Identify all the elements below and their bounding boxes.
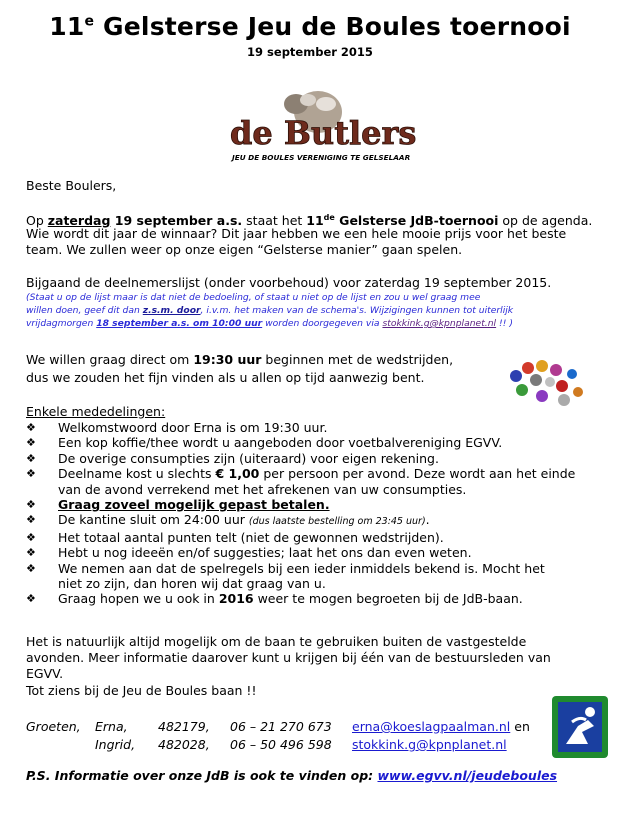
signature-greeting: Groeten,	[26, 719, 81, 734]
closing-line-1: Het is natuurlijk altijd mogelijk om de baan te gebruiken buiten de vastgestelde	[26, 634, 527, 649]
diamond-dots-icon: ❖	[26, 436, 36, 450]
announcements-heading: Enkele mededelingen:	[26, 404, 166, 419]
email-link-ingrid[interactable]: stokkink.g@kpnplanet.nl	[352, 737, 507, 752]
list-item: ❖ De kantine sluit om 24:00 uur (dus laatste bestelling om 23:45 uur).	[26, 512, 575, 529]
egvv-club-logo	[552, 696, 608, 758]
closing-line-4: Tot ziens bij de Jeu de Boules baan !!	[26, 683, 257, 698]
list-item: ❖ Het totaal aantal punten telt (niet de gewonnen wedstrijden).	[26, 529, 444, 545]
signature-phones: 06 – 21 270 673 06 – 50 496 598	[230, 719, 332, 752]
diamond-dots-icon: ❖	[26, 592, 36, 606]
intro-line-3: team. We zullen weer op onze eigen “Gelsterse manier” gaan spelen.	[26, 242, 463, 257]
logo-tagline: JEU DE BOULES VERENIGING TE GELSELAAR	[232, 153, 411, 162]
ps-line: P.S. Informatie over onze JdB is ook te vinden op: www.egvv.nl/jeudeboules	[26, 768, 558, 783]
list-item: ❖ Deelname kost u slechts € 1,00 per persoon per avond. Deze wordt aan het einde van de avond verrekend met het afrekenen van uw consumpties.	[26, 466, 576, 497]
website-link[interactable]: www.egvv.nl/jeudeboules	[377, 768, 558, 783]
greeting: Beste Boulers,	[26, 178, 117, 193]
page-title: 11e Gelsterse Jeu de Boules toernooi	[49, 12, 571, 41]
email-link-erna[interactable]: erna@koeslagpaalman.nl	[352, 719, 511, 734]
diamond-dots-icon: ❖	[26, 467, 36, 481]
intro-line-2: Wie wordt dit jaar de winnaar? Dit jaar hebben we een hele mooie prijs voor het beste	[26, 226, 567, 241]
list-item: ❖ De overige consumpties zijn (uiteraard) voor eigen rekening.	[26, 450, 439, 466]
butlers-logo	[226, 86, 417, 166]
diamond-dots-icon: ❖	[26, 498, 36, 512]
diamond-dots-icon: ❖	[26, 546, 36, 560]
list-note-1: (Staat u op de lijst maar is dat niet de bedoeling, of staat u niet op de lijst en zou u wel graag mee	[26, 292, 481, 303]
email-link-note[interactable]: stokkink.g@kpnplanet.nl	[382, 318, 497, 329]
list-note-2: willen doen, geef dit dan z.s.m. door, i.v.m. het maken van de schema's. Wijzigingen kunnen tot uiterlijk	[26, 305, 514, 316]
diamond-dots-icon: ❖	[26, 421, 36, 434]
signature-names: Erna, Ingrid,	[95, 719, 136, 752]
list-item: ❖ Graag hopen we u ook in 2016 weer te mogen begroeten bij de JdB-baan.	[26, 591, 523, 607]
announcements-list	[26, 420, 575, 607]
list-item: ❖ Graag zoveel mogelijk gepast betalen.	[26, 497, 330, 513]
logo-wordmark: de Butlers	[230, 114, 417, 152]
signature-emails: erna@koeslagpaalman.nl en stokkink.g@kpnplanet.nl	[352, 719, 530, 752]
diamond-dots-icon: ❖	[26, 561, 36, 575]
list-item: ❖ Welkomstwoord door Erna is om 19:30 uur.	[26, 420, 328, 435]
signature-ids: 482179, 482028,	[158, 719, 210, 752]
diamond-dots-icon: ❖	[26, 513, 36, 527]
event-date: 19 september 2015	[247, 45, 373, 59]
list-item: ❖ We nemen aan dat de spelregels bij een ieder inmiddels bekend is. Mocht het niet zo zijn, dan horen wij dat graag van u.	[26, 560, 545, 592]
diamond-dots-icon: ❖	[26, 530, 36, 544]
intro-line-1: Op zaterdag 19 september a.s. staat het 11de Gelsterse JdB-toernooi op de agenda.	[26, 213, 593, 229]
closing-line-2: avonden. Meer informatie daarover kunt u krijgen bij één van de bestuursleden van	[26, 650, 551, 665]
start-line-2: dus we zouden het fijn vinden als u allen op tijd aanwezig bent.	[26, 370, 425, 385]
start-line-1: We willen graag direct om 19:30 uur beginnen met de wedstrijden,	[26, 352, 454, 367]
list-note-3: vrijdagmorgen 18 september a.s. om 10:00 uur worden doorgegeven via stokkink.g@kpnplanet.nl !! )	[26, 318, 513, 329]
list-item: ❖ Hebt u nog ideeën en/of suggesties; laat het ons dan even weten.	[26, 545, 472, 561]
diamond-dots-icon: ❖	[26, 451, 36, 465]
boules-balls-image	[506, 358, 590, 410]
list-item: ❖ Een kop koffie/thee wordt u aangeboden door voetbalvereniging EGVV.	[26, 435, 503, 451]
list-info-line: Bijgaand de deelnemerslijst (onder voorbehoud) voor zaterdag 19 september 2015.	[26, 275, 552, 290]
closing-line-3: EGVV.	[26, 666, 64, 681]
